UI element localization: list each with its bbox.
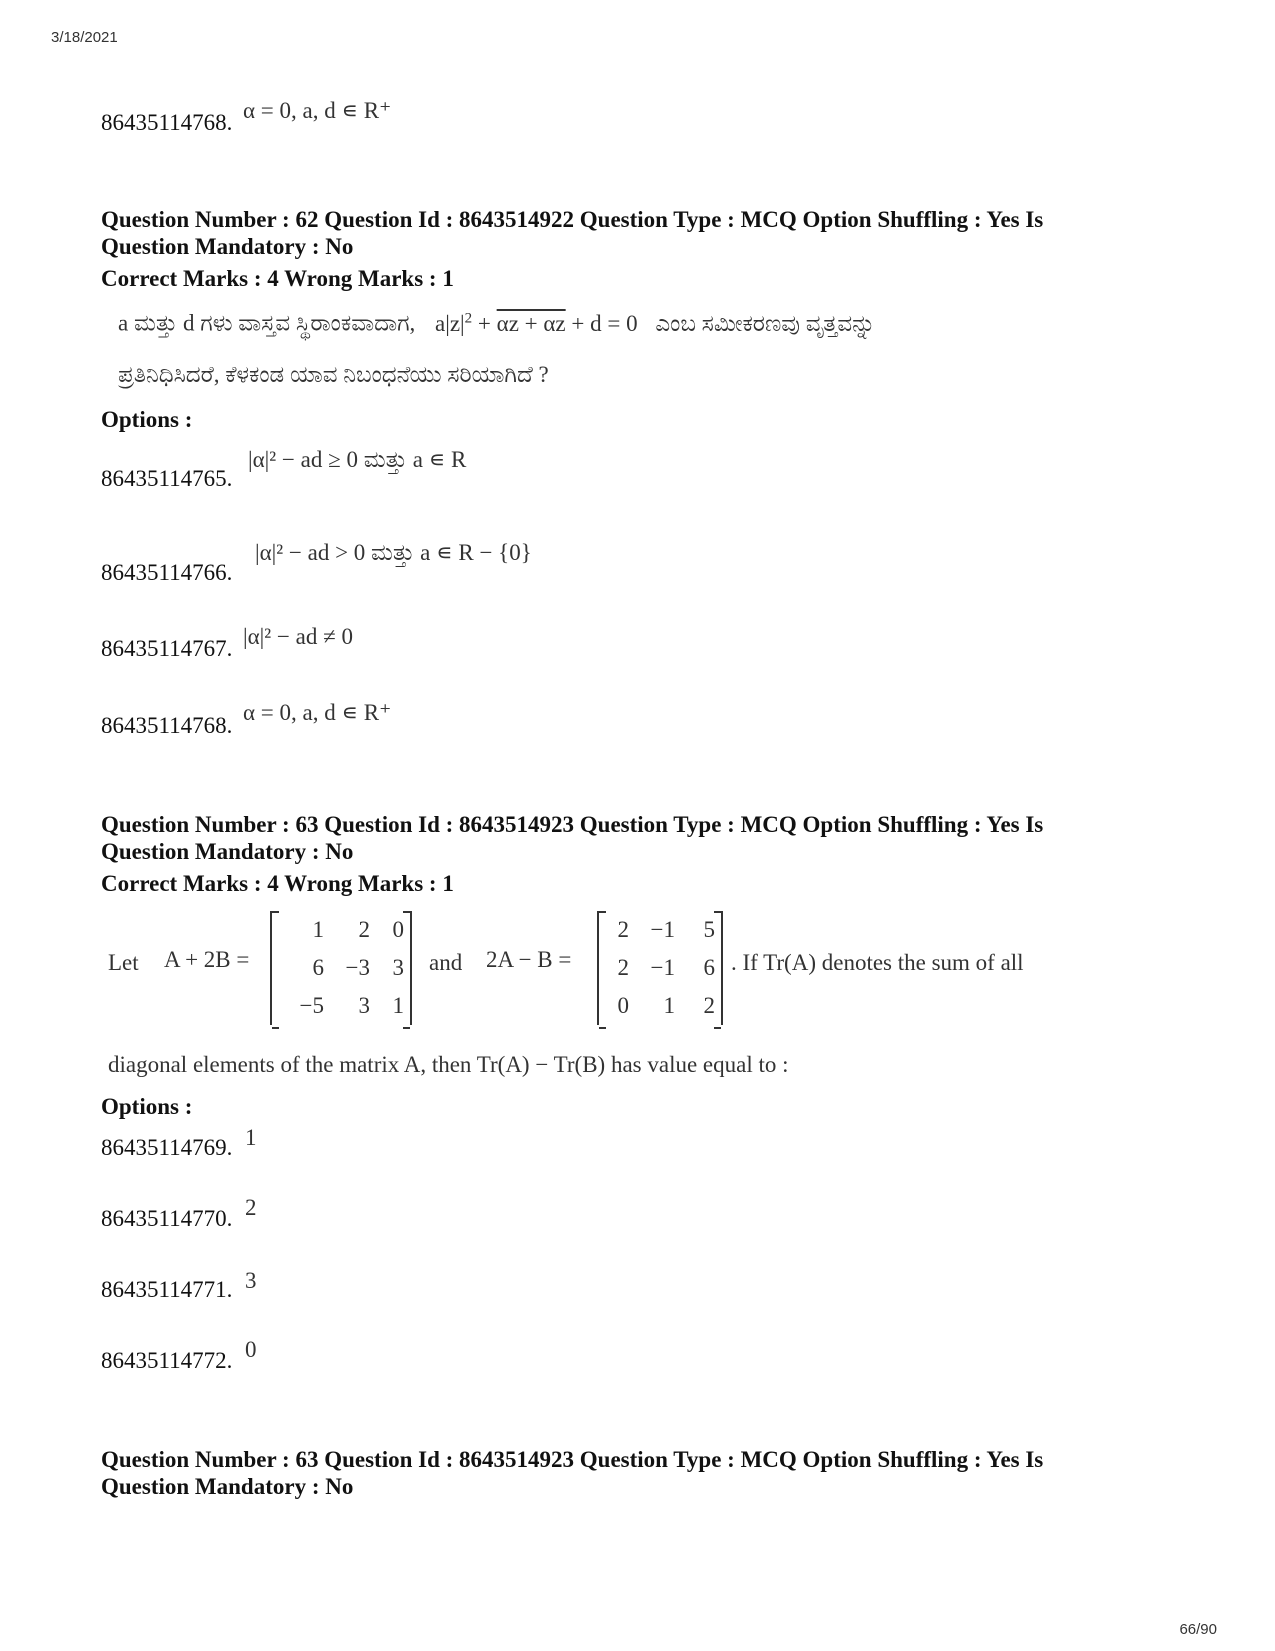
equation-lhs: A + 2B =: [164, 947, 250, 972]
matrix-row: [278, 949, 404, 987]
question-text-line2: ಪ್ರತಿನಿಧಿಸಿದರೆ, ಕೆಳಕಂಡ ಯಾವ ನಿಬಂಧನೆಯು ಸರಿಯಾಗಿದೆ ?: [118, 362, 549, 387]
matrix-cell: 6: [312, 955, 324, 980]
matrix-cell: 5: [703, 917, 715, 942]
options-label: Options :: [101, 407, 193, 432]
matrix-cell: 3: [392, 955, 404, 980]
matrix-cell: 0: [392, 917, 404, 942]
option-id: 86435114765.: [101, 466, 233, 491]
question-text-part: a ಮತ್ತು d ಗಳು ವಾಸ್ತವ ಸ್ಥಿರಾಂಕವಾದಾಗ,: [118, 310, 416, 336]
question-header-mandatory: Question Mandatory : No: [101, 839, 354, 864]
matrix-cell: 0: [617, 993, 629, 1018]
option-id: 86435114768.: [101, 110, 233, 135]
options-label: Options :: [101, 1094, 193, 1119]
matrix-cell: 1: [312, 917, 324, 942]
matrix-cell: −1: [650, 917, 675, 942]
question-header: Question Number : 62 Question Id : 8643514922 Question Type : MCQ Option Shuffling : Yes Is: [101, 207, 1044, 232]
matrix-cell: 2: [617, 917, 629, 942]
option-text: 0: [245, 1337, 257, 1362]
question-header: Question Number : 63 Question Id : 8643514923 Question Type : MCQ Option Shuffling : Yes Is: [101, 812, 1044, 837]
option-text: |α|² − ad ≥ 0 ಮತ್ತು a ∊ R: [248, 447, 467, 472]
option-id: 86435114772.: [101, 1348, 233, 1373]
matrix-cell: 3: [358, 993, 370, 1018]
question-text-line2: diagonal elements of the matrix A, then Tr(A) − Tr(B) has value equal to :: [108, 1052, 789, 1077]
option-text: |α|² − ad > 0 ಮತ್ತು a ∊ R − {0}: [255, 540, 532, 565]
question-marks: Correct Marks : 4 Wrong Marks : 1: [101, 266, 454, 291]
option-text: 2: [245, 1195, 257, 1220]
question-text-part: ಎಂಬ ಸಮೀಕರಣವು ವೃತ್ತವನ್ನು: [655, 310, 876, 336]
question-and: and: [429, 950, 463, 975]
matrix-cell: 2: [703, 993, 715, 1018]
option-text: 1: [245, 1125, 257, 1150]
option-id: 86435114771.: [101, 1277, 233, 1302]
equation-conjugate: αz + αz: [496, 310, 566, 336]
matrix-cell: −3: [345, 955, 370, 980]
matrix-cell: 6: [703, 955, 715, 980]
equation-lhs: 2A − B =: [486, 947, 572, 972]
matrix-row: [278, 987, 404, 1025]
option-id: 86435114769.: [101, 1135, 233, 1160]
option-id: 86435114767.: [101, 636, 233, 661]
question-let: Let: [108, 950, 139, 975]
matrix-cell: −5: [299, 993, 324, 1018]
option-id: 86435114768.: [101, 713, 233, 738]
matrix-row: [605, 911, 715, 949]
equation-part: a|z|: [435, 310, 465, 336]
matrix-cell: 2: [358, 917, 370, 942]
equation: [435, 311, 643, 336]
question-header-mandatory: Question Mandatory : No: [101, 234, 354, 259]
option-text: α = 0, a, d ∊ R⁺: [243, 700, 392, 725]
equation-part: +: [472, 310, 497, 336]
question-header-mandatory: Question Mandatory : No: [101, 1474, 354, 1499]
option-id: 86435114766.: [101, 560, 233, 585]
option-text: α = 0, a, d ∊ R⁺: [243, 98, 392, 123]
matrix-a-plus-2b: [270, 911, 412, 1025]
matrix-row: [605, 949, 715, 987]
matrix-cell: 2: [617, 955, 629, 980]
question-text-line1: [118, 310, 875, 337]
option-text: |α|² − ad ≠ 0: [243, 624, 353, 649]
matrix-cell: −1: [650, 955, 675, 980]
question-text-after: . If Tr(A) denotes the sum of all: [731, 950, 1024, 975]
matrix-row: [278, 911, 404, 949]
matrix-2a-minus-b: [597, 911, 723, 1025]
option-id: 86435114770.: [101, 1206, 233, 1231]
option-text: 3: [245, 1268, 257, 1293]
question-header: Question Number : 63 Question Id : 8643514923 Question Type : MCQ Option Shuffling : Yes Is: [101, 1447, 1044, 1472]
matrix-row: [605, 987, 715, 1025]
equation-part: + d = 0: [565, 310, 638, 336]
equation-exponent: 2: [464, 310, 473, 326]
question-marks: Correct Marks : 4 Wrong Marks : 1: [101, 871, 454, 896]
matrix-cell: 1: [392, 993, 404, 1018]
print-date: 3/18/2021: [51, 29, 118, 46]
page-number: 66/90: [1179, 1621, 1217, 1638]
matrix-cell: 1: [663, 993, 675, 1018]
